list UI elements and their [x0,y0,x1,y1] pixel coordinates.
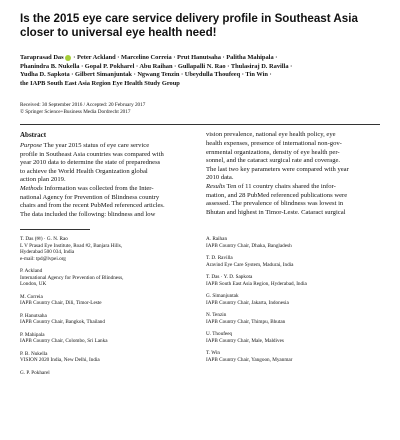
abstract-label: Purpose [20,141,42,149]
affiliation-names: P. Ackland [20,268,43,275]
abstract-line [206,174,380,183]
abstract-text: action plan 2019. [20,176,66,184]
abstract-text: Bhutan and highest in Timor-Leste. Cataract surgical [206,208,346,216]
submission-dates [20,102,380,116]
abstract-text: to achieve the World Health Organization global [20,167,148,175]
affiliation-entry [20,351,194,364]
abstract-text: vision prevalence, national eye health policy, eye [206,131,336,139]
divider [20,124,380,125]
affiliation-names: T. Das (✉) · G. N. Rao [20,236,68,243]
abstract-text: Ten of 11 country chairs shared the infor- [225,182,336,190]
abstract-line [20,194,194,203]
author-name: Taraprasad Das [20,54,64,61]
abstract-text: mation, and 28 PubMed referenced publications were [206,191,348,199]
affiliation-names: T. D. Ravilla [206,255,233,262]
abstract-line [20,168,194,177]
footnote-divider [20,229,90,230]
affiliation-address: IAPB Country Chair, Jakarta, Indonesia [206,299,289,306]
affiliation-address: IAPB Country Chair, Dhaka, Bangladesh [206,242,292,249]
abstract-line [206,209,380,218]
affiliation-names: N. Tenzin [206,312,227,319]
abstract-line [206,131,380,140]
abstract-text: The data included the following: blindness and low [20,210,156,218]
abstract-text: year 2010 data to determine the state of preparedness [20,159,161,167]
affiliation-entry [20,294,194,307]
email-link[interactable]: e-mail: tpd@lvpei.org [20,255,66,262]
affiliation-address: L V Prasad Eye Institute, Road #2, Banjara Hills, [20,242,123,249]
abstract-line [206,149,380,158]
affiliation-names: T. Das · Y. D. Sapkota [206,274,253,281]
abstract-line [206,200,380,209]
abstract-heading: Abstract [20,131,47,140]
affiliation-names: P. B. Nukella [20,350,48,357]
title-line: closer to universal eye health need! [20,26,217,39]
affiliation-address: International Agency for Prevention of Blindness, [20,274,124,281]
abstract-line [206,157,380,166]
abstract-left-column [20,131,194,219]
affiliation-names: P. Mahipala [20,331,45,338]
abstract-line [206,140,380,149]
copyright-notice: © Springer Science+Business Media Dordrecht 2017 [20,109,131,116]
affiliation-address: Hyderabad 500 034, India [20,249,75,256]
affiliation-address: VISION 2020 India, New Delhi, India [20,357,100,364]
abstract-text: The year 2015 status of eye care service [41,141,150,149]
author-line [20,54,380,63]
author-list [20,54,380,88]
affiliation-names: A. Raihan [206,236,228,243]
affiliation-names: P. Hanutsaha [20,312,47,319]
abstract-line [206,166,380,175]
affiliation-names: G. P. Pokharel [20,369,50,376]
affiliation-address: IAPB Country Chair, Thimpu, Bhutan [206,318,286,325]
affiliation-entry [206,312,380,325]
article-title [20,12,380,40]
abstract-text: sonnel, and the cataract surgical rate and coverage. [206,157,341,165]
author-line: Phanindra B. Nukella · Gopal P. Pokharel · Abu Raihan · Gullapalli N. Rao · Thulasiraj D. Ravilla · [20,62,293,70]
abstract-text: assessed. The prevalence of blindness was lowest in [206,200,344,208]
abstract-line [20,159,194,168]
abstract-line [20,142,194,151]
abstract-text: Information was collected from the Inter- [42,184,154,192]
affiliation-address: IAPB South East Asia Region, Hyderabad, India [206,280,307,287]
abstract-line [20,176,194,185]
affiliation-entry [20,313,194,326]
affiliation-entry [206,331,380,344]
abstract-text: The last two key parameters were compared with year [206,165,349,173]
affiliations-left-column [20,236,194,382]
affiliations [20,236,380,382]
abstract-right-column [206,131,380,219]
affiliation-entry [20,268,194,288]
affiliation-address: IAPB Country Chair, Yangoon, Myanmar [206,356,293,363]
abstract-line [20,151,194,160]
author-line: the IAPB South East Asia Region Eye Health Study Group [20,79,180,87]
abstract-text: ernmental organizations, density of eye health per- [206,148,340,156]
affiliation-address: IAPB Country Chair, Colombo, Sri Lanka [20,338,108,345]
abstract-text: 2010 data. [206,174,234,182]
affiliation-names: T. Win [206,350,221,357]
orcid-icon[interactable] [65,55,71,61]
affiliation-address: Aravind Eye Care System, Madurai, India [206,261,294,268]
abstract-line [20,211,194,220]
abstract-text: national Agency for Prevention of Blindness country [20,193,160,201]
affiliation-entry [206,293,380,306]
abstract-label: Methods [20,184,43,192]
affiliation-entry [206,236,380,249]
title-line: Is the 2015 eye care service delivery profile in Southeast Asia [20,12,358,25]
abstract-line [206,192,380,201]
affiliation-entry [206,274,380,287]
abstract-line [206,183,380,192]
abstract-text: chairs and from the recent PubMed referenced articles. [20,202,165,210]
affiliation-entry [20,370,194,377]
affiliation-address: IAPB Country Chair, Bangkok, Thailand [20,319,105,326]
abstract-line [20,202,194,211]
abstract-text: profile in Southeast Asia countries was compared with [20,150,164,158]
abstract-label: Results [206,182,226,190]
abstract-line [20,185,194,194]
affiliation-entry [20,332,194,345]
affiliation-address: IAPB Country Chair, Dili, Timor-Leste [20,300,102,307]
author-line: Yudha D. Sapkota · Gilbert Simanjuntak · Ngwang Tenzin · Ubeydulla Thoufeeq · Tin Win · [20,71,272,79]
author-names: · Peter Ackland · Marcelino Correia · Prut Hanutsaha · Palitha Mahipala · [71,54,278,61]
abstract-text: health expenses, presence of international non-gov- [206,139,342,147]
affiliation-names: M. Correia [20,293,43,300]
affiliation-names: G. Simanjuntak [206,293,239,300]
affiliation-address: IAPB Country Chair, Male, Maldives [206,337,284,344]
affiliation-entry [20,236,194,262]
affiliation-names: U. Thoufeeq [206,331,233,338]
affiliations-right-column [206,236,380,382]
affiliation-address: London, UK [20,281,47,288]
received-accepted: Received: 30 September 2016 / Accepted: 20 February 2017 [20,102,146,109]
affiliation-entry [206,255,380,268]
affiliation-entry [206,350,380,363]
abstract-section [20,131,380,219]
